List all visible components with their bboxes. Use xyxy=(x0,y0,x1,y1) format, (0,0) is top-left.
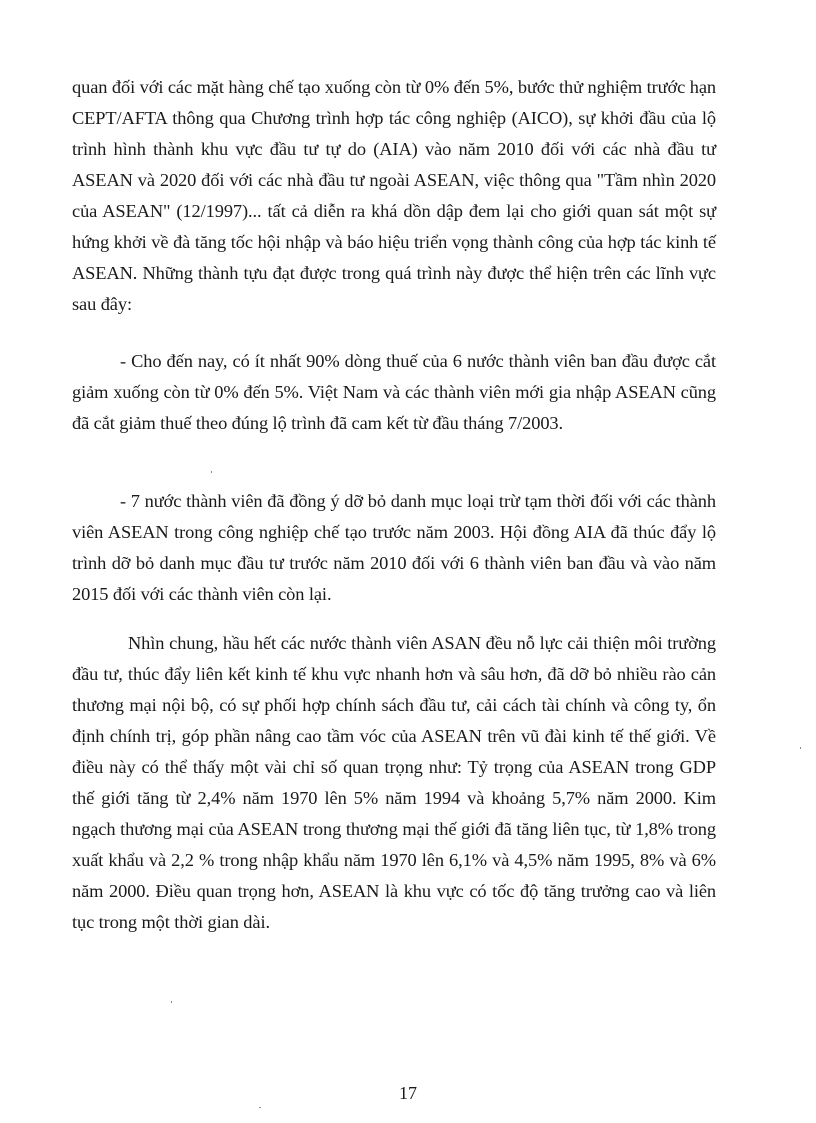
scan-speck xyxy=(171,1001,172,1003)
scan-speck xyxy=(800,747,801,749)
page-number: 17 xyxy=(399,1083,417,1103)
scan-speck xyxy=(211,471,212,473)
paragraph-intro: quan đối với các mặt hàng chế tạo xuống còn từ 0% đến 5%, bước thử nghiệm trước hạn CEPT/AFTA thông qua Chương trình hợp tác công nghiệp (AICO), sự khởi đầu của lộ trình hình thành khu vực đầu tư tự do (AIA) vào năm 2010 đối với các nhà đầu tư ASEAN và 2020 đối với các nhà đầu tư ngoài ASEAN, việc thông qua "Tầm nhìn 2020 của ASEAN" (12/1997)... tất cả diễn ra khá dồn dập đem lại cho giới quan sát một sự hứng khởi về đà tăng tốc hội nhập và báo hiệu triển vọng thành công của hợp tác kinh tế ASEAN. Những thành tựu đạt được trong quá trình này được thể hiện trên các lĩnh vực sau đây: xyxy=(72,77,716,314)
scan-speck xyxy=(259,1107,261,1108)
paragraph-tariff-cuts: - Cho đến nay, có ít nhất 90% dòng thuế của 6 nước thành viên ban đầu được cắt giảm xuống còn từ 0% đến 5%. Việt Nam và các thành viên mới gia nhập ASEAN cũng đã cắt giảm thuế theo đúng lộ trình đã cam kết từ đầu tháng 7/2003. xyxy=(72,351,716,433)
paragraph-summary: Nhìn chung, hầu hết các nước thành viên ASAN đều nỗ lực cải thiện môi trường đầu tư, thúc đẩy liên kết kinh tế khu vực nhanh hơn và sâu hơn, đã dỡ bỏ nhiều rào cản thương mại nội bộ, có sự phối hợp chính sách đầu tư, cải cách tài chính và công ty, ổn định chính trị, góp phần nâng cao tầm vóc của ASEAN trên vũ đài kinh tế thế giới. Về điều này có thể thấy một vài chỉ số quan trọng như: Tỷ trọng của ASEAN trong GDP thế giới tăng từ 2,4% năm 1970 lên 5% năm 1994 và khoảng 5,7% năm 2000. Kim ngạch thương mại của ASEAN trong thương mại thế giới đã tăng liên tục, từ 1,8% trong xuất khẩu và 2,2 % trong nhập khẩu năm 1970 lên 6,1% và 4,5% năm 1995, 8% và 6% năm 2000. Điều quan trọng hơn, ASEAN là khu vực có tốc độ tăng trưởng cao và liên tục trong một thời gian dài. xyxy=(72,633,716,932)
paragraph-exclusion-list: - 7 nước thành viên đã đồng ý dỡ bỏ danh mục loại trừ tạm thời đối với các thành viên ASEAN trong công nghiệp chế tạo trước năm 2003. Hội đồng AIA đã thúc đẩy lộ trình dỡ bỏ danh mục đầu tư trước năm 2010 đối với 6 thành viên ban đầu và vào năm 2015 đối với các thành viên còn lại. xyxy=(72,491,716,604)
